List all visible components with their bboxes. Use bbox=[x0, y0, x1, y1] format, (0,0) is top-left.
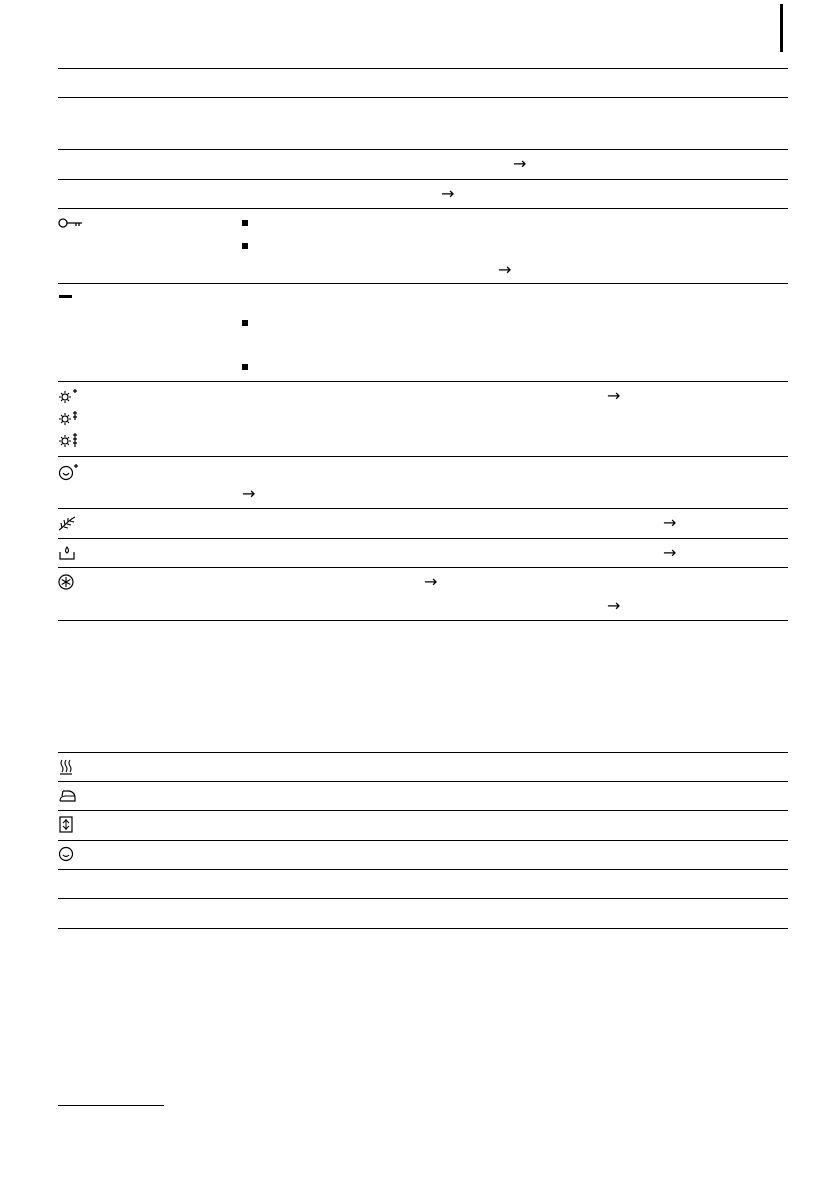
table-rule bbox=[58, 928, 788, 929]
reference-arrow: → bbox=[513, 154, 527, 173]
table-rule bbox=[58, 567, 788, 568]
sun-double-plus-icon bbox=[58, 410, 80, 430]
steam-icon bbox=[58, 758, 80, 778]
feather-icon bbox=[58, 515, 80, 535]
footnote-separator bbox=[58, 1105, 164, 1106]
reference-arrow: → bbox=[663, 543, 677, 562]
list-bullet bbox=[242, 364, 248, 370]
list-bullet bbox=[242, 243, 248, 249]
table-rule bbox=[58, 898, 788, 899]
table-rule bbox=[58, 810, 788, 811]
table-rule bbox=[58, 781, 788, 782]
sun-plus-icon bbox=[58, 388, 80, 408]
reference-arrow: → bbox=[424, 572, 438, 591]
table-rule bbox=[58, 620, 788, 621]
door-icon bbox=[58, 816, 80, 836]
stain-plus-icon bbox=[58, 463, 80, 483]
table-rule bbox=[58, 283, 788, 284]
list-bullet bbox=[242, 320, 248, 326]
table-rule bbox=[58, 456, 788, 457]
tub-water-icon bbox=[58, 545, 80, 565]
key-icon bbox=[58, 217, 80, 237]
table-rule bbox=[58, 208, 788, 209]
table-rule bbox=[58, 381, 788, 382]
table-rule bbox=[58, 538, 788, 539]
page-number bbox=[767, 4, 787, 54]
reference-arrow: → bbox=[607, 386, 621, 405]
reference-arrow: → bbox=[441, 184, 455, 203]
wash-drum-icon bbox=[58, 846, 80, 866]
reference-arrow: → bbox=[242, 484, 256, 503]
table-rule bbox=[58, 149, 788, 150]
reference-arrow: → bbox=[663, 513, 677, 532]
table-rule bbox=[58, 97, 788, 98]
sun-triple-plus-icon bbox=[58, 432, 80, 452]
list-bullet bbox=[242, 220, 248, 226]
snowflake-circle-icon bbox=[58, 574, 80, 594]
reference-arrow: → bbox=[498, 260, 512, 279]
table-rule bbox=[58, 869, 788, 870]
table-rule bbox=[58, 752, 788, 753]
table-rule bbox=[58, 179, 788, 180]
iron-icon bbox=[58, 787, 80, 807]
reference-arrow: → bbox=[607, 596, 621, 615]
minus-icon bbox=[58, 292, 80, 312]
table-rule bbox=[58, 508, 788, 509]
table-rule bbox=[58, 68, 788, 69]
table-rule bbox=[58, 840, 788, 841]
